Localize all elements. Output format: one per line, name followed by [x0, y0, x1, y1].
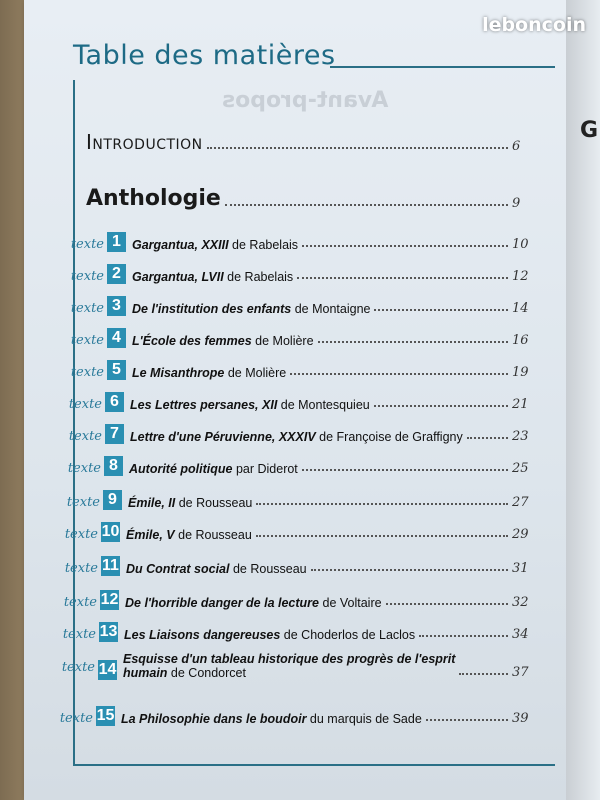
leader-dots — [302, 244, 508, 247]
page-number: 12 — [512, 269, 529, 284]
texte-tag: texte — [70, 237, 104, 252]
leader-dots — [419, 634, 508, 637]
page-number: 6 — [512, 139, 521, 154]
entry-title — [128, 496, 252, 510]
entry-title — [125, 596, 382, 610]
entry-title — [132, 366, 286, 380]
entry-author: de Condorcet — [167, 666, 246, 680]
text-number-badge: 1 — [107, 232, 126, 252]
toc-entry — [66, 328, 530, 348]
work-title: Émile, V — [126, 528, 175, 542]
leader-dots — [207, 146, 508, 149]
toc-introduction — [86, 130, 530, 154]
toc-entry — [59, 590, 530, 610]
texte-tag: texte — [70, 301, 104, 316]
texte-tag: texte — [64, 527, 98, 542]
texte-tag: texte — [66, 495, 100, 510]
texte-tag: texte — [68, 429, 102, 444]
text-number-badge: 13 — [99, 623, 118, 640]
entry-title — [130, 430, 463, 444]
leader-dots — [459, 672, 508, 675]
text-number-badge: 10 — [101, 523, 120, 540]
work-title-cont: humain — [123, 666, 168, 680]
text-number-badge: 2 — [107, 264, 126, 284]
introduction-label: Introduction — [86, 130, 203, 154]
texte-tag: texte — [70, 365, 104, 380]
entry-title — [121, 712, 422, 726]
text-number-badge: 7 — [105, 424, 124, 444]
leader-dots — [374, 308, 508, 311]
entry-title — [126, 528, 252, 542]
work-title: De l'institution des enfants — [132, 302, 292, 316]
text-number-badge: 4 — [107, 328, 126, 348]
entry-title — [129, 462, 298, 476]
page-number: 25 — [512, 461, 529, 476]
texte-tag: texte — [62, 627, 96, 642]
work-title: Autorité politique — [129, 462, 233, 476]
work-title: Lettre d'une Péruvienne, XXXIV — [130, 430, 316, 444]
entry-author: de Rousseau — [229, 562, 307, 576]
leader-dots — [297, 276, 508, 279]
leader-dots — [426, 718, 508, 721]
page-number: 29 — [512, 527, 529, 542]
page-number: 14 — [512, 301, 529, 316]
work-title: Le Misanthrope — [132, 366, 225, 380]
entry-author: de Montaigne — [291, 302, 371, 316]
toc-entry — [66, 296, 530, 316]
page-number: 21 — [512, 397, 529, 412]
page-number: 9 — [512, 196, 521, 211]
work-title: De l'horrible danger de la lecture — [125, 596, 320, 610]
entry-author: du marquis de Sade — [306, 712, 422, 726]
leader-dots — [318, 340, 508, 343]
page-number: 16 — [512, 333, 529, 348]
entry-author: de Montesquieu — [277, 398, 370, 412]
page-number: 19 — [512, 365, 529, 380]
work-title: Émile, II — [128, 496, 176, 510]
toc-anthology — [86, 186, 530, 211]
toc-entry — [66, 360, 530, 380]
leader-dots — [374, 404, 508, 407]
entry-title — [132, 334, 314, 348]
text-number-badge: 5 — [107, 360, 126, 380]
leader-dots — [302, 468, 508, 471]
entry-author: de Rabelais — [223, 270, 294, 284]
entry-author: de Rousseau — [174, 528, 252, 542]
toc-entry — [64, 424, 530, 444]
toc-entry — [66, 264, 530, 284]
page-number: 34 — [512, 627, 529, 642]
page-number: 23 — [512, 429, 529, 444]
entry-title — [126, 562, 307, 576]
page-number: 10 — [512, 237, 529, 252]
watermark-logo: leboncoin — [482, 14, 586, 36]
page-number: 31 — [512, 561, 529, 576]
entry-author: de Molière — [224, 366, 287, 380]
entry-author: de Françoise de Graffigny — [315, 430, 463, 444]
entry-title — [130, 398, 370, 412]
entry-author: de Voltaire — [319, 596, 382, 610]
work-title: Les Liaisons dangereuses — [124, 628, 281, 642]
texte-tag: texte — [68, 397, 102, 412]
work-title: La Philosophie dans le boudoir — [121, 712, 307, 726]
work-title: L'École des femmes — [132, 334, 252, 348]
toc-entry — [63, 456, 530, 476]
anthology-label: Anthologie — [86, 186, 221, 211]
texte-tag: texte — [64, 561, 98, 576]
page-number: 27 — [512, 495, 529, 510]
entry-author: de Rousseau — [175, 496, 253, 510]
leader-dots — [386, 602, 508, 605]
leader-dots — [311, 568, 508, 571]
leader-dots — [290, 372, 508, 375]
toc-entry — [62, 490, 530, 510]
entry-title — [132, 238, 298, 252]
toc-entry — [64, 392, 530, 412]
leader-dots — [256, 502, 508, 505]
page-number: 37 — [512, 665, 529, 680]
text-number-badge: 15 — [96, 707, 115, 724]
texte-tag: texte — [67, 461, 101, 476]
text-number-badge: 3 — [107, 296, 126, 316]
entry-title — [123, 652, 455, 680]
entry-author: de Molière — [251, 334, 314, 348]
toc-entry — [57, 652, 530, 680]
leader-dots — [467, 436, 508, 439]
leader-dots — [225, 203, 508, 206]
entry-author: de Rabelais — [228, 238, 299, 252]
toc-entry — [58, 622, 530, 642]
next-page-letter: G — [580, 118, 599, 143]
toc-entry — [60, 556, 530, 576]
text-number-badge: 9 — [103, 490, 122, 510]
text-number-badge: 12 — [100, 591, 119, 608]
text-number-badge: 8 — [104, 456, 123, 476]
work-title: Du Contrat social — [126, 562, 230, 576]
toc-entry — [66, 232, 530, 252]
work-title: Esquisse d'un tableau historique des progrès de l'esprit — [123, 652, 456, 666]
leader-dots — [256, 534, 508, 537]
texte-tag: texte — [63, 595, 97, 610]
page-number: 32 — [512, 595, 529, 610]
texte-tag: texte — [61, 660, 95, 675]
page-number: 39 — [512, 711, 529, 726]
text-number-badge: 14 — [98, 661, 117, 678]
texte-tag: texte — [59, 711, 93, 726]
texte-tag: texte — [70, 333, 104, 348]
show-through-text: Avant-propos — [222, 88, 389, 113]
text-number-badge: 11 — [102, 557, 119, 574]
page-title: Table des matières — [73, 40, 336, 71]
text-number-badge: 6 — [105, 392, 124, 412]
toc-entry — [60, 522, 530, 542]
work-title: Gargantua, XXIII — [132, 238, 229, 252]
work-title: Les Lettres persanes, XII — [130, 398, 278, 412]
texte-tag: texte — [70, 269, 104, 284]
work-title: Gargantua, LVII — [132, 270, 224, 284]
next-page-edge — [566, 0, 600, 800]
entry-title — [124, 628, 415, 642]
entry-title — [132, 302, 370, 316]
entry-author: par Diderot — [232, 462, 298, 476]
toc-entry — [55, 706, 530, 726]
entry-author: de Choderlos de Laclos — [280, 628, 416, 642]
entry-title — [132, 270, 293, 284]
